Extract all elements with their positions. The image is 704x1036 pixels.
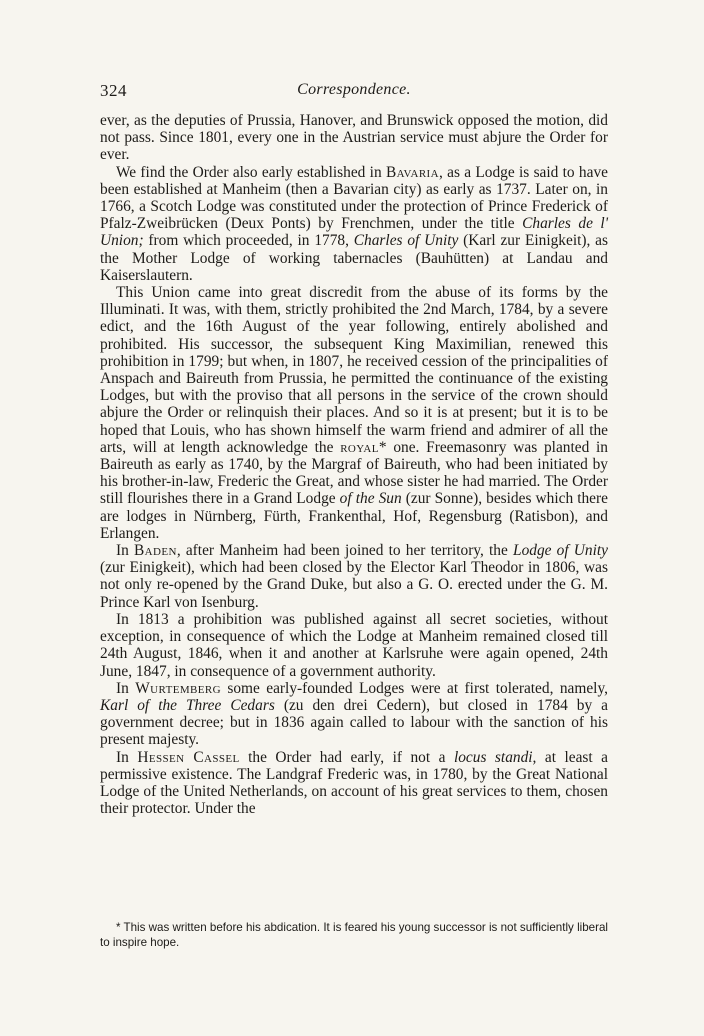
running-title: Correspondence.: [297, 81, 411, 98]
paragraph-baden: In Baden, after Manheim had been joined to her territory, the Lodge of Unity (zur Einigkeit), which had been closed by the Elector Karl Theodor in 1806, was not only re-opened by the Grand Duke, but also a G. O. erected under the G. M. Prince Karl von Isenburg.: [100, 542, 608, 611]
royal-word: royal: [340, 438, 379, 456]
body-text: [100, 112, 608, 817]
place-name: Hessen Cassel: [137, 748, 240, 766]
lodge-title: Charles of Unity: [353, 232, 459, 250]
place-name: Bavaria: [385, 163, 439, 181]
lodge-title: Charles de l' Union;: [100, 215, 608, 250]
paragraph-wurtemberg: In Wurtemberg some early-founded Lodges were at first tolerated, namely, Karl of the Three Cedars (zu den drei Cedern), but closed in 1784 by a government decree; but in 1836 again called to labour with the sanction of his present majesty.: [100, 679, 608, 749]
latin-phrase: locus standi,: [453, 748, 537, 766]
paragraph-1: ever, as the deputies of Prussia, Hanover, and Brunswick opposed the motion, did not pass. Since 1801, every one in the Austrian service must abjure the Order for ever.: [100, 112, 608, 164]
place-name: Baden: [134, 542, 177, 560]
lodge-title: of the Sun: [339, 490, 402, 508]
paragraph-hessen-cassel: In Hessen Cassel the Order had early, if not a locus standi, at least a permissive existence. The Landgraf Frederic was, in 1780, by the Great National Lodge of the United Netherlands, on account of his great services to them, chosen their protector. Under the: [100, 748, 609, 818]
footnote: * This was written before his abdication. It is feared his young successor is not sufficiently liberal to inspire hope.: [100, 921, 608, 949]
paragraph-bavaria: We find the Order also early established in Bavaria, as a Lodge is said to have been established at Manheim (then a Bavarian city) as early as 1737. Later on, in 1766, a Scotch Lodge was constituted under the protection of Prince Frederick of Pfalz-Zweibrücken (Deux Ponts) by Frenchmen, under the title Charles de l' Union; from which proceeded, in 1778, Charles of Unity (Karl zur Einigkeit), as the Mother Lodge of working tabernacles (Bauhütten) at Landau and Kaiserslautern.: [100, 163, 608, 284]
lodge-title: Karl of the Three Cedars: [100, 696, 275, 714]
lodge-title: Lodge of Unity: [513, 542, 608, 560]
paragraph-illuminati: This Union came into great discredit from the abuse of its forms by the Illuminati. It was, with them, strictly prohibited the 2nd March, 1784, by a severe edict, and the 16th August of the year following, entirely abolished and prohibited. His successor, the subsequent King Maximilian, renewed this prohibition in 1799; but when, in 1807, he received cession of the principalities of Anspach and Baireuth from Prussia, he permitted the continuance of the existing Lodges, but with the proviso that all persons in the service of the crown should abjure the Order or relinquish their places. And so it is at present; but it is to be hoped that Louis, who has shown himself the warm friend and admirer of all the arts, will at length acknowledge the royal* one. Freemasonry was planted in Baireuth as early as 1740, by the Margraf of Baireuth, who had been initiated by his brother-in-law, Frederic the Great, and whose sister he had married. The Order still flourishes there in a Grand Lodge of the Sun (zur Sonne), besides which there are lodges in Nürnberg, Fürth, Frankenthal, Hof, Regensburg (Ratisbon), and Erlangen.: [100, 284, 609, 542]
page-number: 324: [100, 81, 127, 100]
place-name: Wurtemberg: [135, 679, 221, 697]
page-header: [100, 81, 608, 101]
paragraph-1813: In 1813 a prohibition was published against all secret societies, without exception, in consequence of which the Lodge at Manheim remained closed till 24th August, 1846, when it and another at Karlsruhe were again opened, 24th June, 1847, in consequence of a government authority.: [100, 610, 608, 680]
